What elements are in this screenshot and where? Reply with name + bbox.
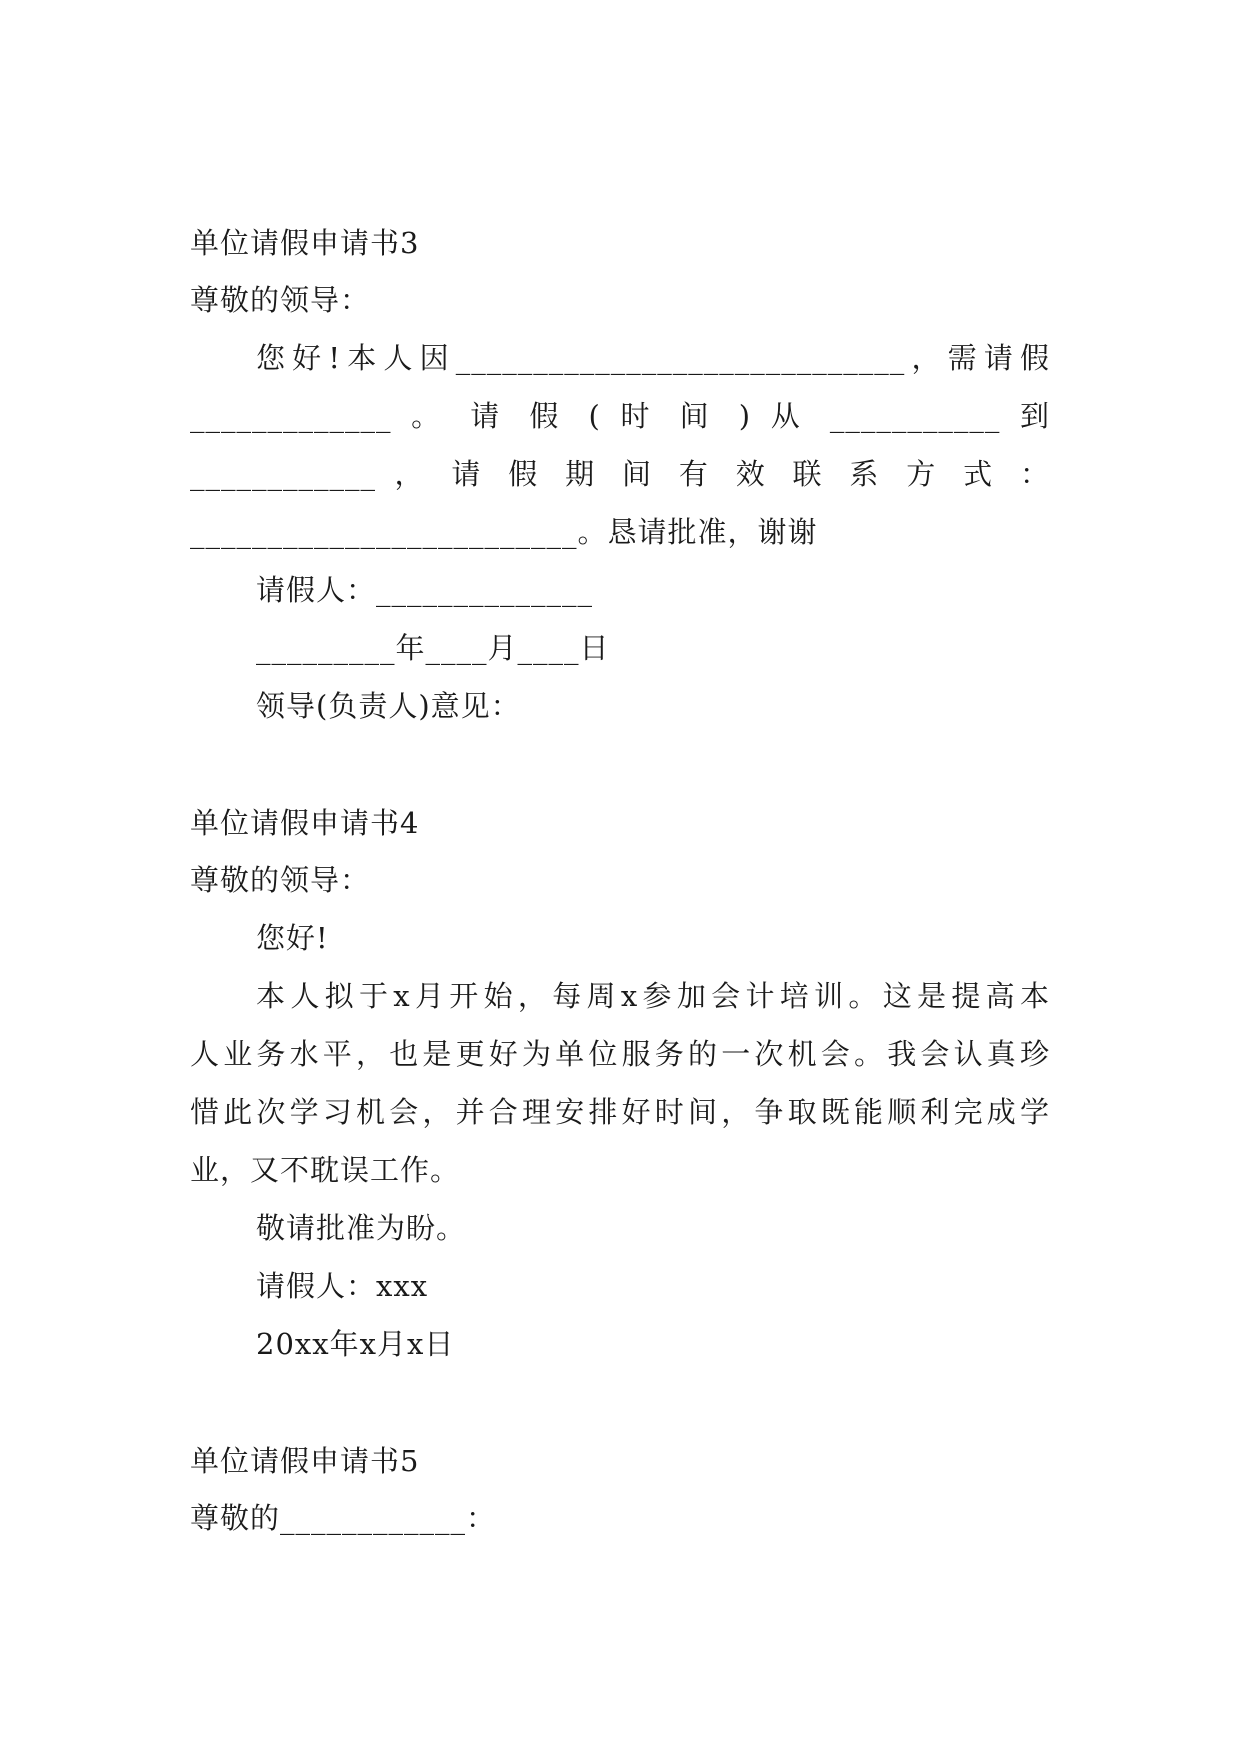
body-line: 惜此次学习机会，并合理安排好时间，争取既能顺利完成学	[190, 1095, 1050, 1129]
closing-line: 敬请批准为盼。	[256, 1211, 467, 1245]
salutation: 尊敬的领导：	[190, 283, 371, 317]
salutation: 尊敬的领导：	[190, 863, 371, 897]
section-title-5: 单位请假申请书5	[190, 1444, 420, 1478]
body-line: 业，又不耽误工作。	[190, 1153, 461, 1187]
body-line: 本人拟于x月开始，每周x参加会计培训。这是提高本	[256, 979, 1050, 1013]
date-line: 20xx年x月x日	[256, 1327, 455, 1361]
date-line: _________年____月____日	[256, 631, 610, 665]
body-line: 您好!本人因_____________________________，需请假	[256, 341, 1050, 375]
section-title-4: 单位请假申请书4	[190, 806, 420, 840]
body-line: _____________ 。 请 假 ( 时 间 ) 从 ___________ 到	[190, 399, 1050, 433]
body-line: _________________________。恳请批准，谢谢	[190, 515, 818, 549]
section-title-3: 单位请假申请书3	[190, 226, 420, 260]
applicant-line: 请假人：xxx	[256, 1269, 429, 1303]
body-line: 人业务水平，也是更好为单位服务的一次机会。我会认真珍	[190, 1037, 1050, 1071]
leader-opinion-line: 领导(负责人)意见：	[256, 689, 521, 723]
salutation: 尊敬的____________：	[190, 1501, 497, 1535]
applicant-line: 请假人：______________	[256, 573, 594, 607]
greeting: 您好!	[256, 921, 329, 955]
body-line: ____________ ， 请 假 期 间 有 效 联 系 方 式 ：	[190, 457, 1050, 491]
